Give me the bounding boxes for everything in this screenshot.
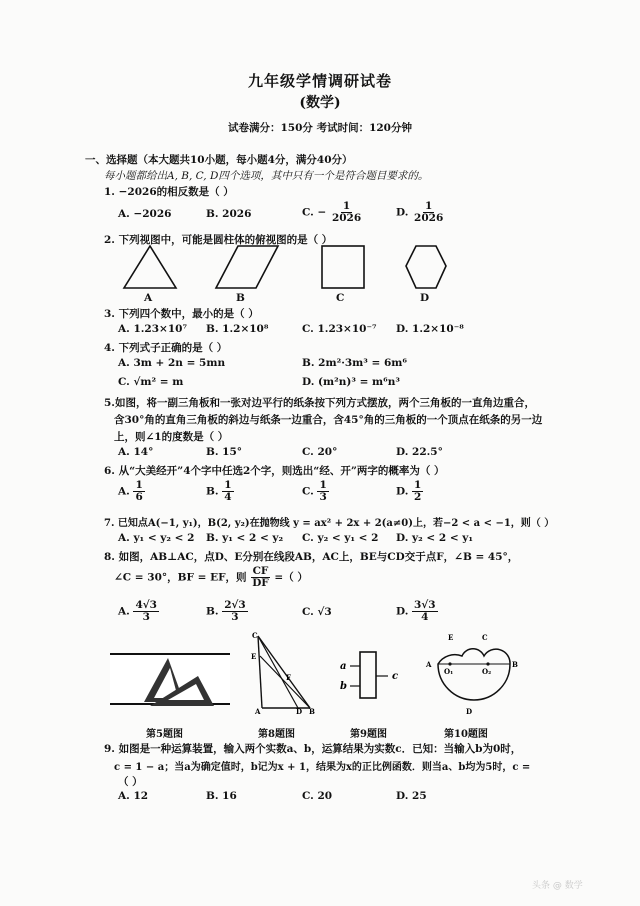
f9-label-c: c	[392, 671, 399, 682]
f10-label-c: C	[482, 633, 488, 642]
q6-option-c: C. $\frac{1}{3}$	[302, 479, 327, 504]
question-5-line2: 含30°角的直角三角板的斜边与纸条一边重合，含45°角的三角板的一个顶点在纸条的另一边	[114, 414, 543, 426]
q4-option-b: B. 2m²·3m³ = 6m⁶	[302, 357, 407, 369]
q3-option-b: B. 1.2×10⁸	[206, 323, 269, 335]
f8-label-a: A	[255, 707, 261, 714]
f10-label-o2: O₂	[482, 667, 492, 676]
q9-option-a: A. 12	[118, 790, 149, 802]
q8-option-a: A. $\frac{4√3}{3}$	[118, 599, 157, 624]
q2-label-c: C	[336, 292, 345, 304]
exam-subject: (数学)	[299, 95, 341, 111]
figure-9	[338, 648, 408, 702]
q4-option-a: A. 3m + 2n = 5mn	[118, 357, 226, 369]
caption-figure-9: 第9题图	[350, 729, 387, 740]
exam-meta: 试卷满分：150分 考试时间：120分钟	[228, 122, 412, 134]
f10-label-d: D	[466, 707, 473, 716]
q7-option-b: B. y₁ < 2 < y₂	[206, 532, 284, 544]
question-5-line3: 上，则∠1的度数是（ ）	[114, 431, 229, 443]
q5-option-d: D. 22.5°	[396, 446, 443, 458]
q6-option-a: A. $\frac{1}{6}$	[118, 479, 143, 504]
q4-option-d: D. (m²n)³ = m⁶n³	[302, 376, 400, 388]
square-view	[322, 246, 364, 288]
q2-label-a: A	[144, 292, 153, 304]
watermark: 头条 @ 数学	[532, 881, 583, 891]
f8-label-d: D	[296, 707, 303, 714]
q1-option-b: B. 2026	[206, 208, 252, 220]
question-7: 7. 已知点A(−1, y₁)，B(2, y₂)在抛物线 y = ax² + 2x + 2(a≠0)上，若−2 < a < −1，则（ ）	[104, 518, 555, 529]
q6-option-d: D. $\frac{1}{2}$	[396, 479, 422, 504]
figure-5	[110, 640, 230, 720]
q1-option-a: A. −2026	[118, 208, 172, 220]
q2-view-figures	[120, 244, 460, 302]
f8-label-c: C	[252, 632, 258, 640]
hexagon-view	[406, 246, 446, 288]
question-3: 3. 下列四个数中，最小的是（ ）	[104, 308, 259, 320]
q9-option-c: C. 20	[302, 790, 333, 802]
caption-figure-5: 第5题图	[146, 729, 183, 740]
question-8-line2: ∠C = 30°，BF = EF，则 $\frac{CF}{DF}$ =（ ）	[114, 565, 308, 590]
f10-label-b: B	[512, 660, 518, 669]
section-instruction: 每小题都给出A, B, C, D四个选项，其中只有一个是符合题目要求的。	[104, 170, 429, 182]
question-8-line1: 8. 如图，AB⊥AC，点D、E分别在线段AB，AC上，BE与CD交于点F，∠B = 45°，	[104, 551, 519, 563]
f10-label-e: E	[448, 633, 454, 642]
operation-box	[360, 652, 376, 698]
f8-label-b: B	[309, 707, 315, 714]
q2-label-b: B	[236, 292, 245, 304]
question-6: 6. 从“大美经开”4个字中任选2个字，则选出“经、开”两字的概率为（ ）	[104, 465, 445, 477]
q3-option-a: A. 1.23×10⁷	[118, 323, 188, 335]
f8-label-e: E	[251, 652, 257, 661]
q2-label-d: D	[420, 292, 430, 304]
f9-label-a: a	[340, 661, 347, 672]
parallelogram-view	[216, 246, 278, 288]
question-9-line3: （ ）	[118, 776, 143, 788]
question-2: 2. 下列视图中，可能是圆柱体的俯视图的是（ ）	[104, 234, 333, 246]
figure-10	[424, 630, 520, 716]
q5-option-a: A. 14°	[118, 446, 154, 458]
caption-figure-8: 第8题图	[258, 729, 295, 740]
question-1: 1. −2026的相反数是（ ）	[104, 186, 234, 198]
q8-option-b: B. $\frac{2√3}{3}$	[206, 599, 246, 624]
figure-8	[248, 632, 318, 714]
q5-option-c: C. 20°	[302, 446, 338, 458]
section-heading: 一、选择题（本大题共10小题，每小题4分，满分40分）	[85, 154, 353, 166]
q3-option-c: C. 1.23×10⁻⁷	[302, 323, 377, 335]
f10-label-a: A	[426, 660, 432, 669]
question-4: 4. 下列式子正确的是（ ）	[104, 342, 228, 354]
q9-option-d: D. 25	[396, 790, 427, 802]
f8-label-f: F	[286, 673, 291, 682]
q1-option-c: C. − $\frac{1}{2026}$	[302, 200, 362, 225]
triangle-view	[124, 246, 176, 288]
q7-option-c: C. y₂ < y₁ < 2	[302, 532, 379, 544]
question-9-line1: 9. 如图是一种运算装置，输入两个实数a、b，运算结果为实数c．已知：当输入b为0时，	[104, 743, 522, 755]
q7-option-d: D. y₂ < 2 < y₁	[396, 532, 473, 544]
f9-label-b: b	[340, 681, 347, 692]
q9-option-b: B. 16	[206, 790, 237, 802]
q7-option-a: A. y₁ < y₂ < 2	[118, 532, 195, 544]
question-9-line2: c = 1 − a；当a为确定值时，b记为x + 1，结果为x的正比例函数．则当a、b均为5时，c =	[114, 762, 531, 773]
caption-figure-10: 第10题图	[444, 729, 488, 740]
q1-option-d: D. $\frac{1}{2026}$	[396, 200, 444, 225]
exam-title: 九年级学情调研试卷	[247, 72, 392, 90]
q6-option-b: B. $\frac{1}{4}$	[206, 479, 232, 504]
q8-option-c: C. √3	[302, 606, 332, 618]
f10-label-o1: O₁	[444, 667, 454, 676]
q4-option-c: C. √m² = m	[118, 376, 184, 388]
q5-option-b: B. 15°	[206, 446, 243, 458]
question-5-line1: 5.如图，将一副三角板和一张对边平行的纸条按下列方式摆放，两个三角板的一直角边重合，	[104, 397, 535, 409]
q3-option-d: D. 1.2×10⁻⁸	[396, 323, 464, 335]
q8-option-d: D. $\frac{3√3}{4}$	[396, 599, 436, 624]
